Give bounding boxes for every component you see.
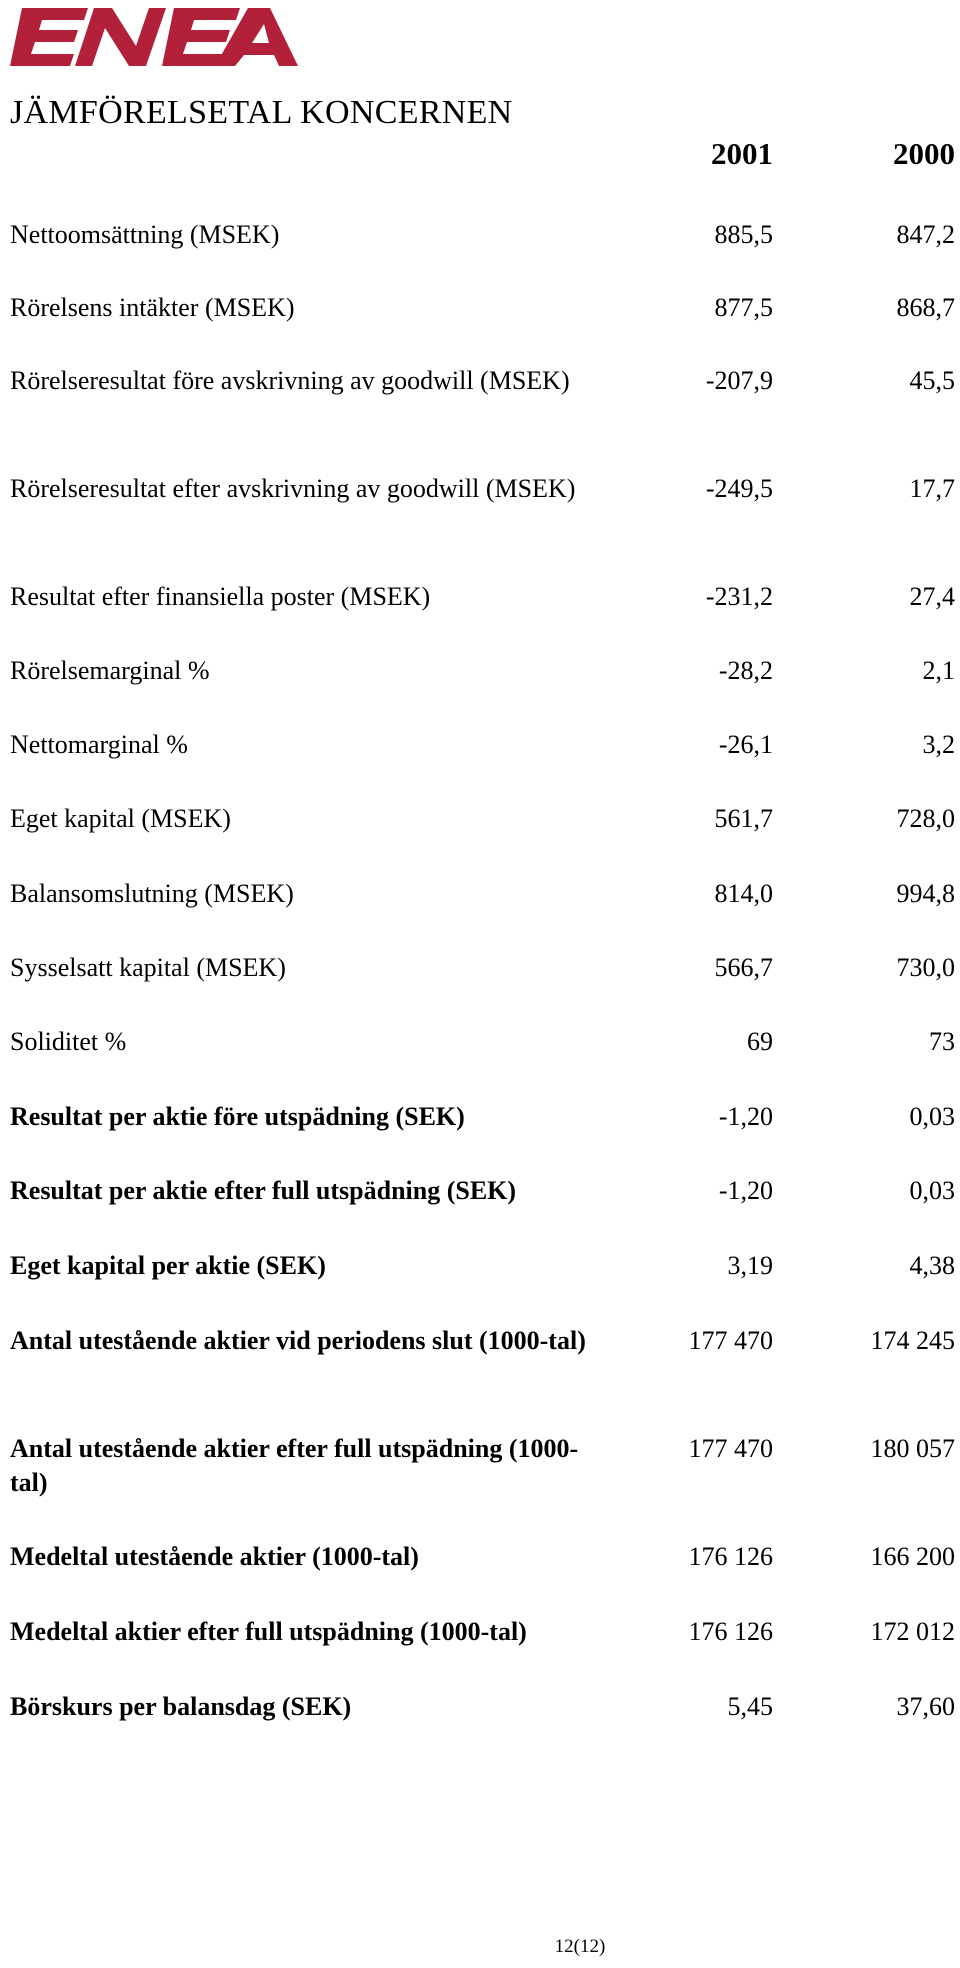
- value-2001: 176 126: [688, 1617, 773, 1646]
- value-2001: 177 470: [688, 1326, 773, 1355]
- table-row: [0, 654, 960, 718]
- value-2001: 814,0: [714, 879, 773, 908]
- value-2001: -1,20: [718, 1102, 773, 1131]
- table-row: [0, 951, 960, 1015]
- row-label: Nettoomsättning (MSEK): [10, 220, 280, 249]
- value-2000: 172 012: [870, 1617, 955, 1646]
- value-2001: 177 470: [688, 1434, 773, 1463]
- row-label: Balansomslutning (MSEK): [10, 879, 294, 908]
- table-row: [0, 580, 960, 644]
- page-title: JÄMFÖRELSETAL KONCERNEN: [10, 94, 513, 131]
- value-2000: 728,0: [896, 804, 955, 833]
- value-2000: 17,7: [909, 474, 955, 503]
- table-row: [0, 728, 960, 792]
- row-label: Rörelseresultat efter avskrivning av goodwill (MSEK): [10, 474, 576, 503]
- table-row: [0, 291, 960, 355]
- row-label: Rörelseresultat före avskrivning av goodwill (MSEK): [10, 366, 570, 395]
- table-row: [0, 1324, 960, 1396]
- table-row: [0, 1249, 960, 1313]
- value-2000: 166 200: [870, 1542, 955, 1571]
- row-label: Eget kapital (MSEK): [10, 804, 231, 833]
- value-2000: 0,03: [909, 1102, 955, 1131]
- value-2000: 45,5: [909, 366, 955, 395]
- row-label: Resultat efter finansiella poster (MSEK): [10, 582, 431, 611]
- table-row: [0, 1432, 960, 1504]
- value-2001: 176 126: [688, 1542, 773, 1571]
- row-label: Resultat per aktie före utspädning (SEK): [10, 1102, 465, 1131]
- value-2001: 885,5: [714, 220, 773, 249]
- row-label: Soliditet %: [10, 1027, 127, 1056]
- row-label: Medeltal aktier efter full utspädning (1000-tal): [10, 1617, 527, 1646]
- row-label: Eget kapital per aktie (SEK): [10, 1251, 326, 1280]
- table-row: [0, 1615, 960, 1679]
- table-row: [0, 364, 960, 436]
- row-label: Sysselsatt kapital (MSEK): [10, 953, 286, 982]
- table-row: [0, 1540, 960, 1604]
- enea-logo: [8, 6, 300, 68]
- table-row: [0, 877, 960, 941]
- value-2001: 5,45: [727, 1692, 773, 1721]
- value-2000: 730,0: [896, 953, 955, 982]
- value-2001: -1,20: [718, 1176, 773, 1205]
- value-2001: -249,5: [705, 474, 773, 503]
- row-label: Börskurs per balansdag (SEK): [10, 1692, 352, 1721]
- value-2000: 868,7: [896, 293, 955, 322]
- value-2001: 69: [747, 1027, 773, 1056]
- row-label: Antal utestående aktier efter full utspädning (1000-tal): [10, 1434, 579, 1497]
- value-2000: 994,8: [896, 879, 955, 908]
- value-2001: 566,7: [714, 953, 773, 982]
- row-label: Rörelsemarginal %: [10, 656, 210, 685]
- page-number: 12(12): [554, 1936, 606, 1957]
- row-label: Rörelsens intäkter (MSEK): [10, 293, 295, 322]
- table-row: [0, 1100, 960, 1164]
- value-2000: 180 057: [870, 1434, 955, 1463]
- value-2000: 37,60: [896, 1692, 955, 1721]
- value-2001: -28,2: [718, 656, 773, 685]
- value-2000: 73: [929, 1027, 955, 1056]
- table-row: [0, 1025, 960, 1089]
- row-label: Medeltal utestående aktier (1000-tal): [10, 1542, 419, 1571]
- row-label: Antal utestående aktier vid periodens slut (1000-tal): [10, 1326, 586, 1355]
- table-row: [0, 1174, 960, 1238]
- column-header-2001: 2001: [711, 136, 773, 171]
- value-2000: 4,38: [909, 1251, 955, 1280]
- value-2001: -26,1: [718, 730, 773, 759]
- table-row: [0, 1690, 960, 1754]
- value-2000: 2,1: [922, 656, 955, 685]
- value-2001: 561,7: [714, 804, 773, 833]
- table-row: [0, 218, 960, 282]
- row-label: Resultat per aktie efter full utspädning (SEK): [10, 1176, 517, 1205]
- value-2001: 3,19: [727, 1251, 773, 1280]
- value-2001: 877,5: [714, 293, 773, 322]
- table-row: [0, 802, 960, 866]
- column-header-2000: 2000: [893, 136, 955, 171]
- value-2000: 27,4: [909, 582, 955, 611]
- table-row: [0, 472, 960, 544]
- row-label: Nettomarginal %: [10, 730, 188, 759]
- value-2001: -207,9: [705, 366, 773, 395]
- value-2000: 3,2: [922, 730, 955, 759]
- value-2000: 847,2: [896, 220, 955, 249]
- value-2001: -231,2: [705, 582, 773, 611]
- value-2000: 0,03: [909, 1176, 955, 1205]
- value-2000: 174 245: [870, 1326, 955, 1355]
